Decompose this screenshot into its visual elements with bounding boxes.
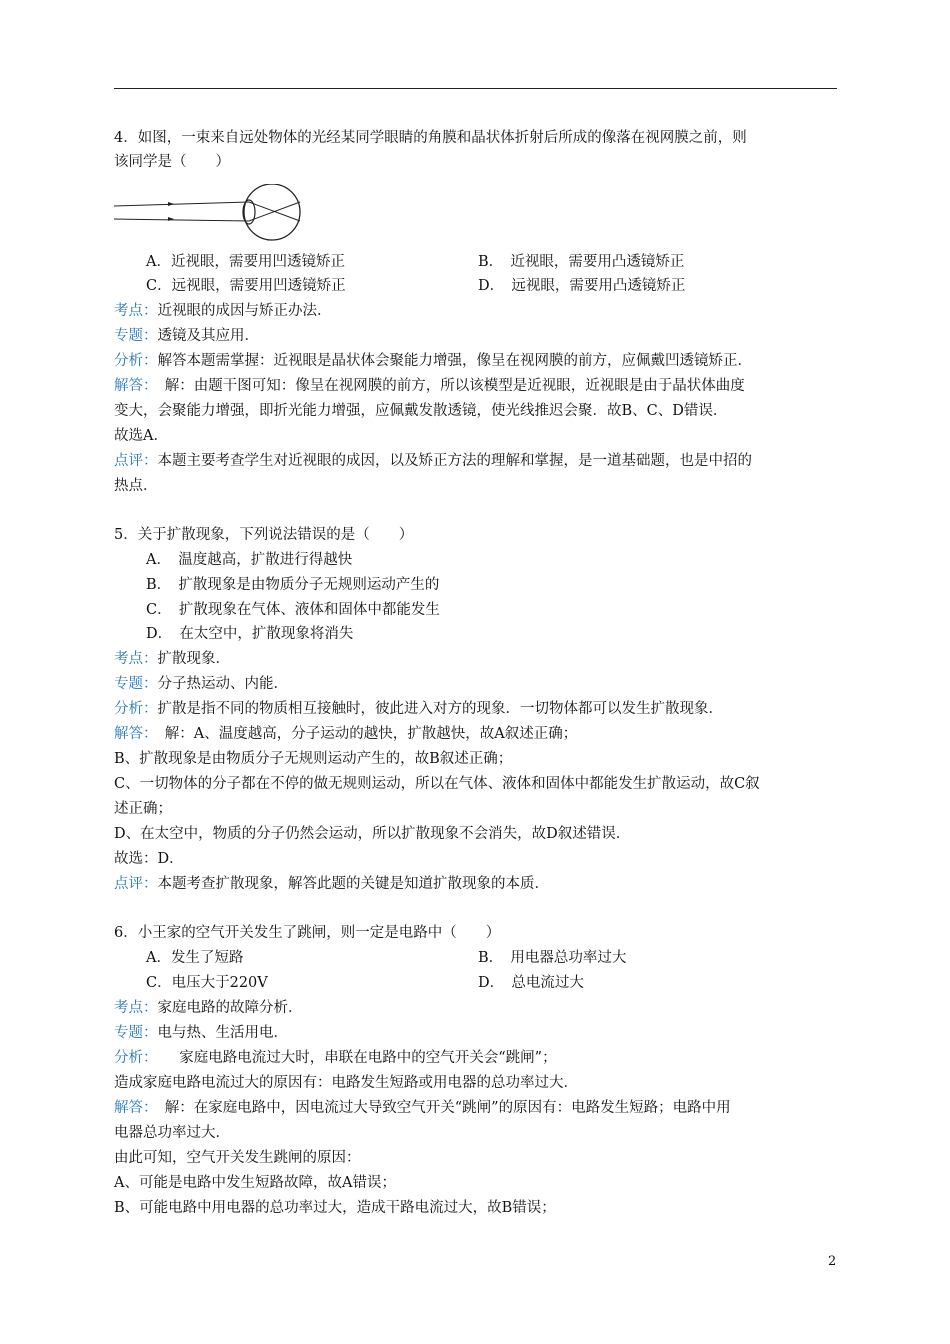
q4-jieda-line2: 变大，会聚能力增强，即折光能力增强，应佩戴发散透镜，使光线推迟会聚．故B、C、D错误． [114,403,728,419]
q5-jieda-line6: 故选：D． [114,851,184,867]
q4-kaodian-label: 考点： [114,303,158,319]
q4-zhuanti [114,326,259,346]
q6-zhuanti-text: 电与热、生活用电． [157,1025,288,1041]
q4-dianping [114,451,752,471]
q4-dianping-label: 点评： [114,453,158,469]
q4-kaodian [114,301,332,321]
q5-option-d: D． 在太空中，扩散现象将消失 [146,626,354,642]
q4-dianping-text: 本题主要考查学生对近视眼的成因，以及矫正方法的理解和掌握，是一道基础题，也是中招的 [157,453,752,469]
q5-jieda [114,724,577,744]
q6-kaodian [114,998,303,1018]
q5-stem: 5．关于扩散现象，下列说法错误的是（ ） [114,527,414,543]
q6-option-d: D． 总电流过大 [478,975,584,991]
q6-jieda-text: 解：在家庭电路中，因电流过大导致空气开关“跳闸”的原因有：电路发生短路；电路中用 [150,1100,731,1116]
q5-fenxi [114,699,723,719]
q5-jieda-text: 解：A、温度越高，分子运动的越快，扩散越快，故A叙述正确； [150,726,578,742]
q6-jieda-line2: 电器总功率过大． [114,1125,230,1141]
q6-option-b: B． 用电器总功率过大 [478,950,627,966]
q6-stem: 6．小王家的空气开关发生了跳闸，则一定是电路中（ ） [114,925,501,941]
q6-fenxi-line2: 造成家庭电路电流过大的原因有：电路发生短路或用电器的总功率过大． [114,1075,578,1091]
q6-jieda-label: 解答： [114,1100,151,1116]
q5-dianping-text: 本题考查扩散现象，解答此题的关键是知道扩散现象的本质． [157,876,549,892]
q5-option-b: B． 扩散现象是由物质分子无规则运动产生的 [146,577,440,593]
q6-jieda-line3: 由此可知，空气开关发生跳闸的原因： [114,1150,361,1166]
q4-jieda-line3: 故选A． [114,428,168,444]
q6-option-a: A．发生了短路 [146,950,244,966]
q4-option-c: C．远视眼，需要用凹透镜矫正 [146,278,346,294]
q4-jieda-label: 解答： [114,378,151,394]
q5-fenxi-label: 分析： [114,701,158,717]
q4-fenxi-label: 分析： [114,353,158,369]
q4-fenxi [114,351,752,371]
q6-kaodian-text: 家庭电路的故障分析． [157,1000,303,1016]
q5-jieda-line4: 述正确； [114,801,172,817]
q6-zhuanti-label: 专题： [114,1025,158,1041]
q5-zhuanti-label: 专题： [114,676,158,692]
q5-jieda-line5: D、在太空中，物质的分子仍然会运动，所以扩散现象不会消失，故D叙述错误． [114,826,631,842]
q5-jieda-label: 解答： [114,726,151,742]
q6-zhuanti [114,1023,288,1043]
q6-jieda [114,1098,731,1118]
q6-jieda-line5: B、可能电路中用电器的总功率过大，造成干路电流过大，故B错误； [114,1200,556,1216]
q6-jieda-line4: A、可能是电路中发生短路故障，故A错误； [114,1175,396,1191]
q5-option-a: A． 温度越高，扩散进行得越快 [146,552,353,568]
q5-dianping-label: 点评： [114,876,158,892]
q6-kaodian-label: 考点： [114,1000,158,1016]
q5-fenxi-text: 扩散是指不同的物质相互接触时，彼此进入对方的现象．一切物体都可以发生扩散现象． [157,701,723,717]
header-rule [114,88,837,89]
q5-zhuanti-text: 分子热运动、内能． [157,676,288,692]
q4-jieda-text: 解：由题干图可知：像呈在视网膜的前方，所以该模型是近视眼，近视眼是由于晶状体曲度 [150,378,745,394]
q5-jieda-line2: B、扩散现象是由物质分子无规则运动产生的，故B叙述正确； [114,751,513,767]
q4-zhuanti-text: 透镜及其应用． [157,328,259,344]
q4-zhuanti-label: 专题： [114,328,158,344]
q4-dianping-line2: 热点． [114,478,158,494]
q6-fenxi-label: 分析： [114,1050,151,1066]
q4-option-d: D． 远视眼，需要用凸透镜矫正 [478,278,686,294]
q4-jieda [114,376,745,396]
q5-kaodian-text: 扩散现象． [157,651,230,667]
q5-kaodian-label: 考点： [114,651,158,667]
page-number: 2 [828,1254,837,1269]
q4-kaodian-text: 近视眼的成因与矫正办法． [157,303,332,319]
q4-stem-line2: 该同学是（ ） [114,154,230,170]
q5-zhuanti [114,674,288,694]
q5-kaodian [114,649,230,669]
q4-fenxi-text: 解答本题需掌握：近视眼是晶状体会聚能力增强，像呈在视网膜的前方，应佩戴凹透镜矫正． [157,353,752,369]
q4-option-b: B． 近视眼，需要用凸透镜矫正 [478,254,685,270]
q5-jieda-line3: C、一切物体的分子都在不停的做无规则运动，所以在气体、液体和固体中都能发生扩散运动，故C叙 [114,776,760,792]
q4-stem-line1: 4．如图，一束来自远处物体的光经某同学眼睛的角膜和晶状体折射后所成的像落在视网膜之前，则 [114,130,747,146]
q5-dianping [114,874,549,894]
q5-option-c: C． 扩散现象在气体、液体和固体中都能发生 [146,602,440,618]
q4-option-a: A．近视眼，需要用凹透镜矫正 [146,254,345,270]
q6-fenxi [114,1048,557,1068]
myopia-eye-diagram [114,184,304,242]
q6-fenxi-text: 家庭电路电流过大时，串联在电路中的空气开关会“跳闸”； [150,1050,557,1066]
q6-option-c: C．电压大于220V [146,975,268,991]
